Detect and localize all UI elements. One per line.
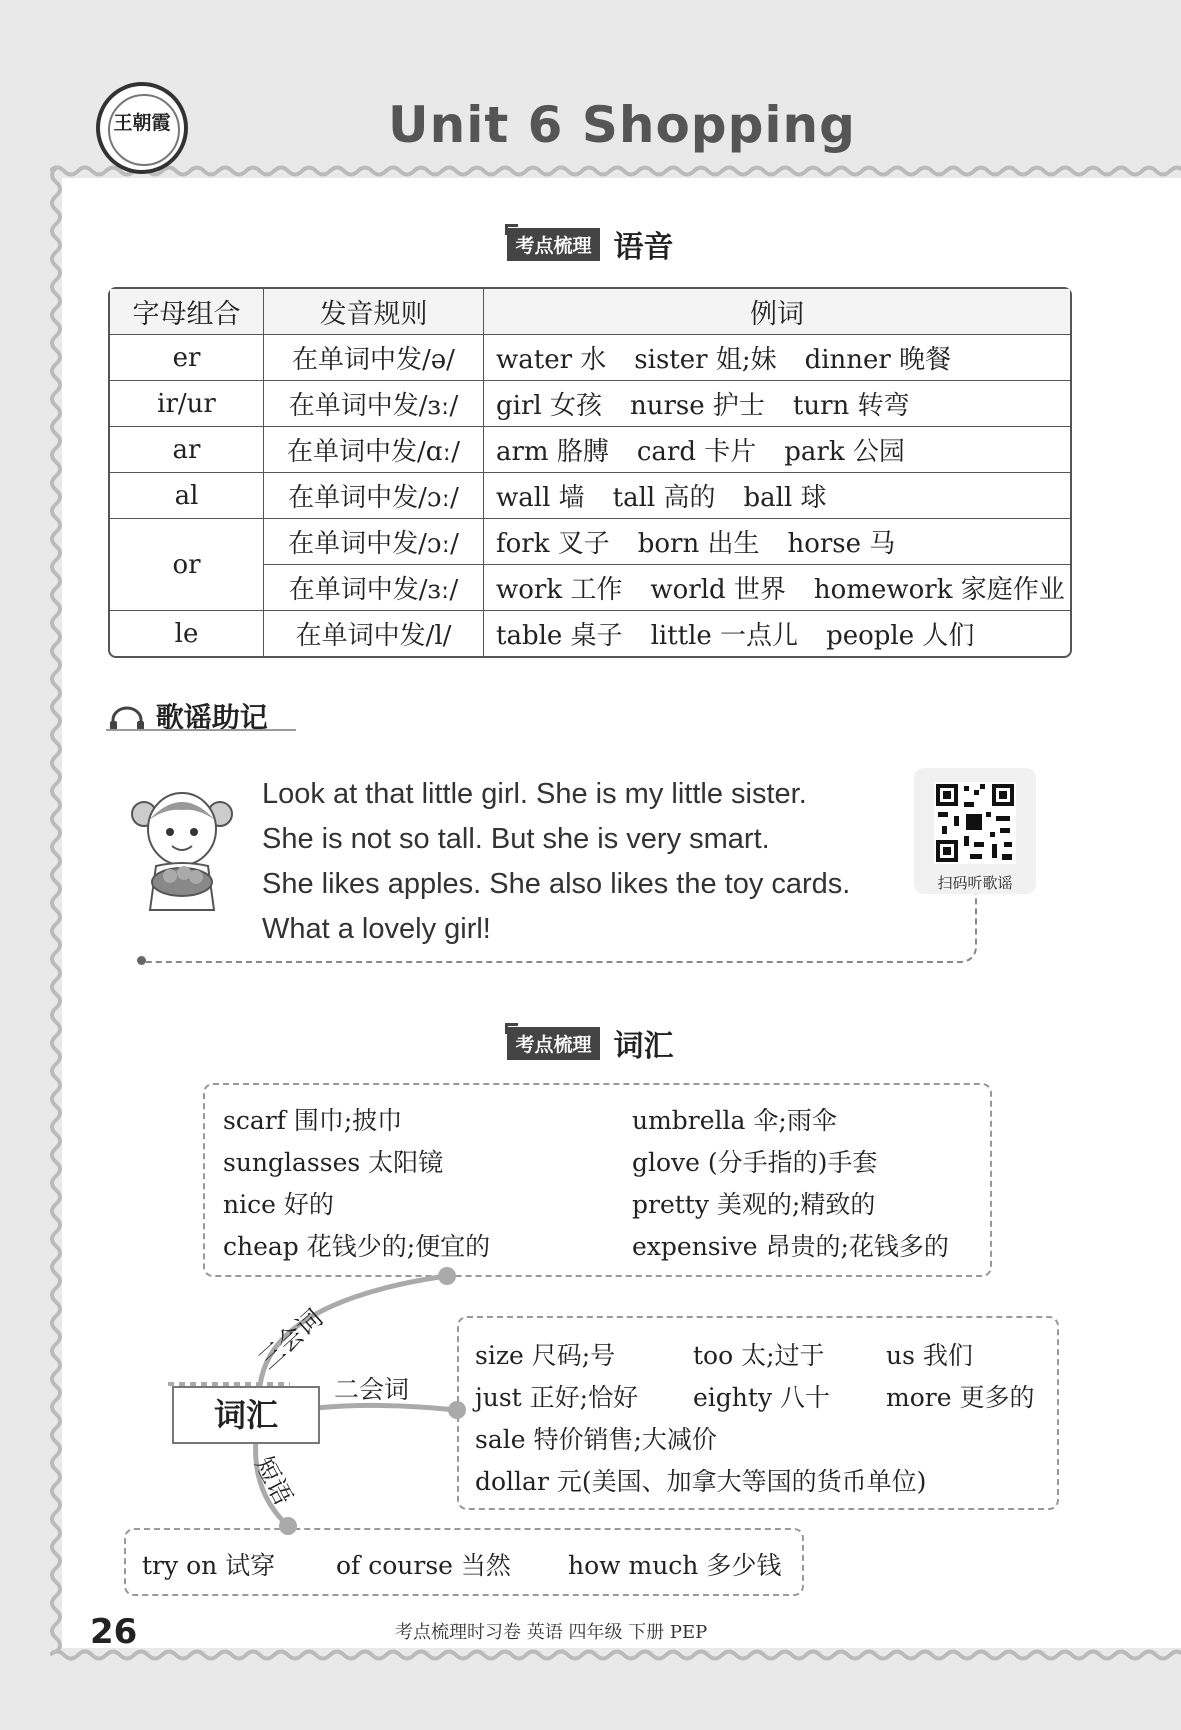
example-word: world 世界 bbox=[650, 575, 786, 605]
top-wave-border bbox=[50, 164, 1181, 178]
pronunciation-rule: 在单词中发/ə/ bbox=[264, 335, 484, 381]
phonics-badge: 考点梳理 bbox=[507, 228, 599, 261]
example-words bbox=[484, 565, 1070, 611]
pronunciation-rule: 在单词中发/l/ bbox=[264, 611, 484, 656]
example-word: table 桌子 bbox=[496, 621, 623, 651]
letter-combo: ir/ur bbox=[110, 381, 264, 427]
example-word: tall 高的 bbox=[612, 483, 716, 513]
branch-label-two-skill: 二会词 bbox=[334, 1375, 410, 1404]
table-row bbox=[110, 519, 1070, 565]
branch-label-phrases: 短语 bbox=[249, 1451, 299, 1510]
rhyme-line: What a lovely girl! bbox=[262, 913, 491, 945]
example-word: wall 墙 bbox=[496, 483, 585, 513]
example-word: dinner 晚餐 bbox=[804, 345, 952, 375]
example-word: turn 转弯 bbox=[792, 391, 910, 421]
example-words bbox=[484, 427, 1070, 473]
table-header-row bbox=[110, 289, 1070, 335]
vocab-item: sale 特价销售;大减价 bbox=[475, 1425, 717, 1454]
vocab-item: expensive 昂贵的;花钱多的 bbox=[632, 1232, 949, 1261]
unit-title: Unit 6 Shopping bbox=[388, 96, 856, 154]
letter-combo: le bbox=[110, 611, 264, 656]
three-skill-words-box bbox=[203, 1083, 992, 1277]
rhyme-line: Look at that little girl. She is my little sister. bbox=[262, 778, 807, 810]
example-word: card 卡片 bbox=[636, 437, 757, 467]
rhyme-lyrics bbox=[262, 772, 850, 952]
table-row bbox=[110, 611, 1070, 656]
table-row bbox=[110, 381, 1070, 427]
example-word: fork 叉子 bbox=[496, 529, 610, 559]
example-words bbox=[484, 381, 1070, 427]
vocab-item: size 尺码;号 bbox=[475, 1341, 616, 1370]
phonics-table bbox=[108, 287, 1072, 658]
letter-combo: er bbox=[110, 335, 264, 381]
pronunciation-rule: 在单词中发/ɜː/ bbox=[264, 565, 484, 611]
pronunciation-rule: 在单词中发/ɔː/ bbox=[264, 473, 484, 519]
vocab-item: scarf 围巾;披巾 bbox=[223, 1106, 403, 1135]
rhyme-line: She is not so tall. But she is very smart. bbox=[262, 823, 770, 855]
example-word: people 人们 bbox=[826, 621, 975, 651]
table-row bbox=[110, 473, 1070, 519]
example-word: arm 胳膊 bbox=[496, 437, 609, 467]
page-number: 26 bbox=[90, 1612, 138, 1652]
column-header: 字母组合 bbox=[110, 289, 264, 335]
two-skill-words-box bbox=[457, 1316, 1059, 1510]
table-row bbox=[110, 335, 1070, 381]
letter-combo: al bbox=[110, 473, 264, 519]
vocab-item: eighty 八十 bbox=[693, 1383, 831, 1412]
column-header: 例词 bbox=[484, 289, 1070, 335]
example-words bbox=[484, 473, 1070, 519]
vocab-item: just 正好;恰好 bbox=[475, 1383, 639, 1412]
girl-illustration-icon bbox=[122, 784, 242, 914]
rhyme-title: 歌谣助记 bbox=[155, 701, 268, 734]
example-word: ball 球 bbox=[743, 483, 827, 513]
vocab-item: umbrella 伞;雨伞 bbox=[632, 1106, 837, 1135]
letter-combo: ar bbox=[110, 427, 264, 473]
vocab-item: sunglasses 太阳镜 bbox=[223, 1148, 444, 1177]
phrase-item: how much 多少钱 bbox=[568, 1551, 782, 1580]
example-word: park 公园 bbox=[784, 437, 905, 467]
vocab-heading bbox=[0, 1021, 1181, 1065]
vocab-item: dollar 元(美国、加拿大等国的货币单位) bbox=[475, 1467, 927, 1496]
vocab-center-node: 词汇 bbox=[172, 1386, 320, 1444]
vocab-item: pretty 美观的;精致的 bbox=[632, 1190, 876, 1219]
example-word: sister 姐;妹 bbox=[634, 345, 777, 375]
pronunciation-rule: 在单词中发/ɑː/ bbox=[264, 427, 484, 473]
vocab-badge: 考点梳理 bbox=[507, 1027, 599, 1060]
rhyme-line: She likes apples. She also likes the toy cards. bbox=[262, 868, 851, 900]
pronunciation-rule: 在单词中发/ɔː/ bbox=[264, 519, 484, 565]
example-word: homework 家庭作业 bbox=[813, 575, 1065, 605]
example-word: water 水 bbox=[496, 345, 607, 375]
vocab-title: 词汇 bbox=[613, 1029, 674, 1064]
bottom-wave-border bbox=[50, 1648, 1181, 1662]
table-row bbox=[110, 427, 1070, 473]
pronunciation-rule: 在单词中发/ɜː/ bbox=[264, 381, 484, 427]
example-word: horse 马 bbox=[787, 529, 896, 559]
phrase-item: of course 当然 bbox=[336, 1551, 511, 1580]
example-word: work 工作 bbox=[496, 575, 623, 605]
example-word: little 一点儿 bbox=[650, 621, 799, 651]
vocab-item: cheap 花钱少的;便宜的 bbox=[223, 1232, 491, 1261]
phonics-heading bbox=[0, 222, 1181, 266]
footer-text: 考点梳理时习卷 英语 四年级 下册 PEP bbox=[395, 1622, 708, 1643]
example-word: girl 女孩 bbox=[496, 391, 602, 421]
logo-text: 王朝霞 bbox=[113, 112, 171, 134]
rhyme-dot bbox=[137, 956, 146, 965]
vocab-item: glove (分手指的)手套 bbox=[632, 1148, 878, 1177]
vocab-item: too 太;过于 bbox=[693, 1341, 825, 1370]
example-words bbox=[484, 519, 1070, 565]
vocab-item: us 我们 bbox=[886, 1341, 973, 1370]
example-word: born 出生 bbox=[637, 529, 760, 559]
qr-code-icon[interactable] bbox=[934, 782, 1016, 864]
left-wave-border bbox=[48, 168, 64, 1658]
letter-combo: or bbox=[110, 519, 264, 611]
qr-caption: 扫码听歌谣 bbox=[937, 874, 1013, 892]
example-words bbox=[484, 611, 1070, 656]
branch-label-three-skill: 三会词 bbox=[252, 1303, 329, 1375]
example-word: nurse 护士 bbox=[629, 391, 765, 421]
column-header: 发音规则 bbox=[264, 289, 484, 335]
example-words bbox=[484, 335, 1070, 381]
qr-card[interactable] bbox=[914, 768, 1036, 894]
vocab-item: more 更多的 bbox=[886, 1383, 1035, 1412]
brand-logo bbox=[96, 82, 188, 174]
phonics-title: 语音 bbox=[613, 230, 674, 265]
rhyme-underline bbox=[106, 726, 296, 734]
phrase-item: try on 试穿 bbox=[142, 1551, 276, 1580]
vocab-item: nice 好的 bbox=[223, 1190, 334, 1219]
